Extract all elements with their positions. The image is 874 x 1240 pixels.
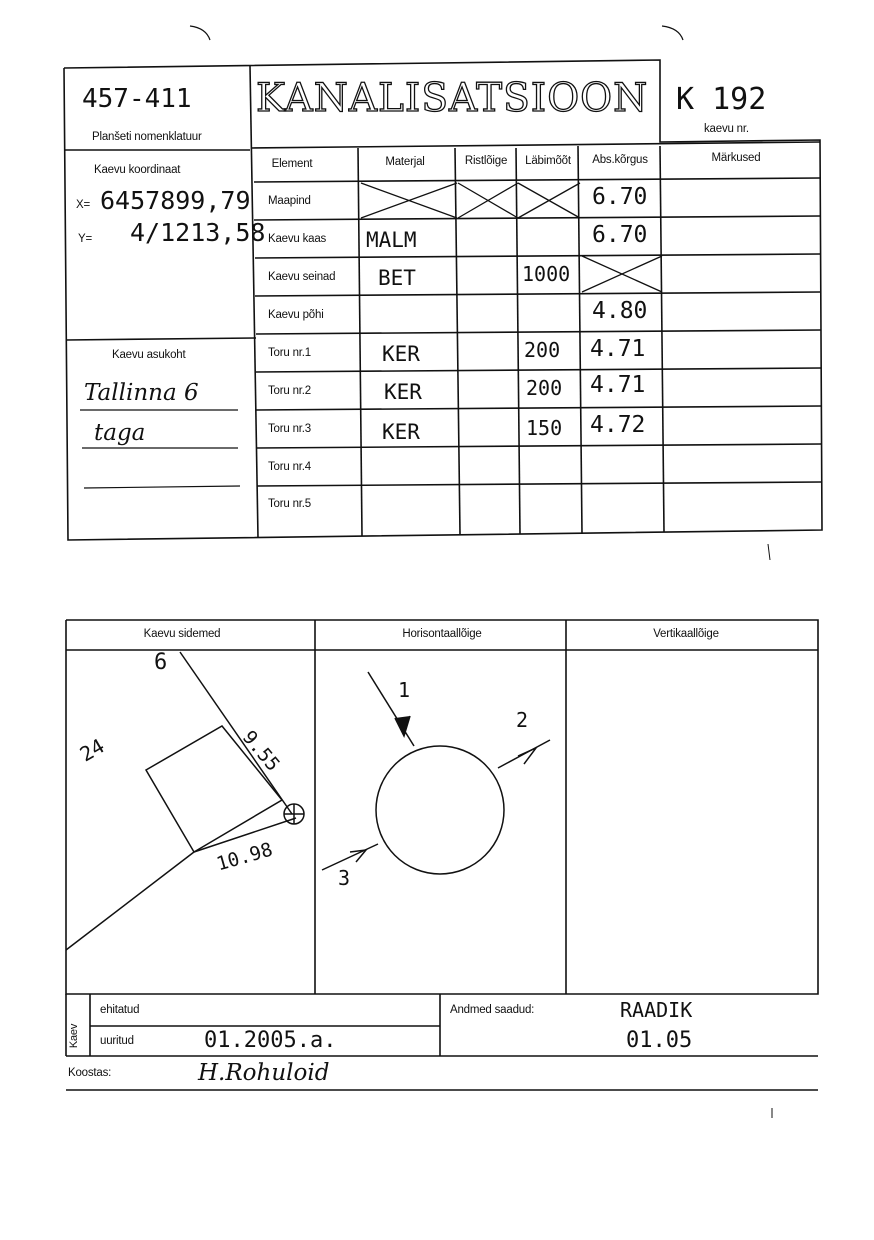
data-source-label: Andmed saadud:	[450, 1004, 535, 1016]
map-sheet-label: Planšeti nomenklatuur	[92, 131, 202, 143]
row-element: Toru nr.3	[268, 423, 311, 435]
y-coordinate-value: 4/1213,58	[130, 218, 266, 247]
ties-distance-2: 10.98	[214, 838, 276, 876]
data-source-value: RAADIK	[620, 998, 693, 1022]
location-line-1: Tallinna 6	[84, 380, 199, 406]
row-element: Kaevu seinad	[268, 271, 336, 283]
horizontal-section	[322, 672, 550, 874]
row-diameter: 150	[526, 416, 563, 440]
ties-building-number: 6	[154, 650, 168, 675]
row-element: Toru nr.2	[268, 385, 311, 397]
well-side-label: Kaev	[68, 1023, 81, 1049]
row-height: 4.71	[590, 372, 646, 398]
header-material: Materjal	[385, 156, 425, 168]
location-line-2: taga	[94, 420, 146, 446]
row-element: Kaevu põhi	[268, 309, 324, 321]
header-diameter: Läbimõõt	[525, 155, 571, 167]
header-element: Element	[271, 158, 313, 170]
well-number-label: kaevu nr.	[704, 123, 749, 135]
row-element: Kaevu kaas	[268, 233, 327, 245]
map-sheet-value: 457-411	[82, 84, 192, 114]
row-height: 4.72	[590, 412, 646, 438]
row-material: MALM	[366, 228, 417, 252]
compiled-label: Koostas:	[68, 1067, 112, 1079]
pipe-1-label: 1	[398, 678, 411, 702]
well-number-value: K 192	[676, 82, 767, 117]
row-diameter: 200	[524, 338, 561, 362]
ties-section-label: Kaevu sidemed	[143, 628, 221, 640]
punch-mark-right	[662, 26, 683, 40]
data-source-date: 01.05	[626, 1028, 693, 1053]
coordinates-label: Kaevu koordinaat	[94, 164, 181, 176]
vertical-section-label: Vertikaallõige	[653, 628, 719, 640]
pipe-2-label: 2	[516, 708, 529, 732]
header-abs-height: Abs.kõrgus	[592, 154, 648, 166]
row-element: Toru nr.5	[268, 498, 311, 510]
punch-mark-left	[190, 26, 210, 40]
row-material: KER	[384, 380, 422, 404]
compiled-by-value: H.Rohuloid	[198, 1060, 330, 1086]
lower-frame	[66, 620, 818, 994]
x-coordinate-value: 6457899,79	[100, 186, 251, 215]
row-height: 6.70	[592, 222, 648, 248]
horizontal-section-label: Horisontaallõige	[402, 628, 482, 640]
row-material: KER	[382, 342, 420, 366]
row-element: Maapind	[268, 195, 311, 207]
x-label: X=	[76, 199, 90, 211]
row-element: Toru nr.4	[268, 461, 311, 473]
built-label: ehitatud	[100, 1004, 140, 1016]
row-height: 4.80	[592, 298, 648, 324]
header-cross-section: Ristlõige	[464, 155, 508, 167]
ties-street-number: 24	[75, 733, 109, 767]
header-notes: Märkused	[711, 152, 761, 164]
ties-sketch	[66, 652, 304, 950]
row-height: 6.70	[592, 184, 648, 210]
surveyed-date-value: 01.2005.a.	[204, 1028, 337, 1053]
surveyed-label: uuritud	[100, 1035, 134, 1047]
row-diameter: 200	[526, 376, 563, 400]
y-label: Y=	[78, 233, 92, 245]
location-label: Kaevu asukoht	[112, 349, 186, 361]
pipe-3-label: 3	[338, 866, 351, 890]
ties-distance-1: 9.55	[237, 726, 285, 776]
row-diameter: 1000	[522, 262, 571, 286]
page-title: KANALISATSIOON	[256, 76, 649, 121]
row-height: 4.71	[590, 336, 646, 362]
row-material: BET	[378, 266, 416, 290]
row-element: Toru nr.1	[268, 347, 311, 359]
row-material: KER	[382, 420, 420, 444]
